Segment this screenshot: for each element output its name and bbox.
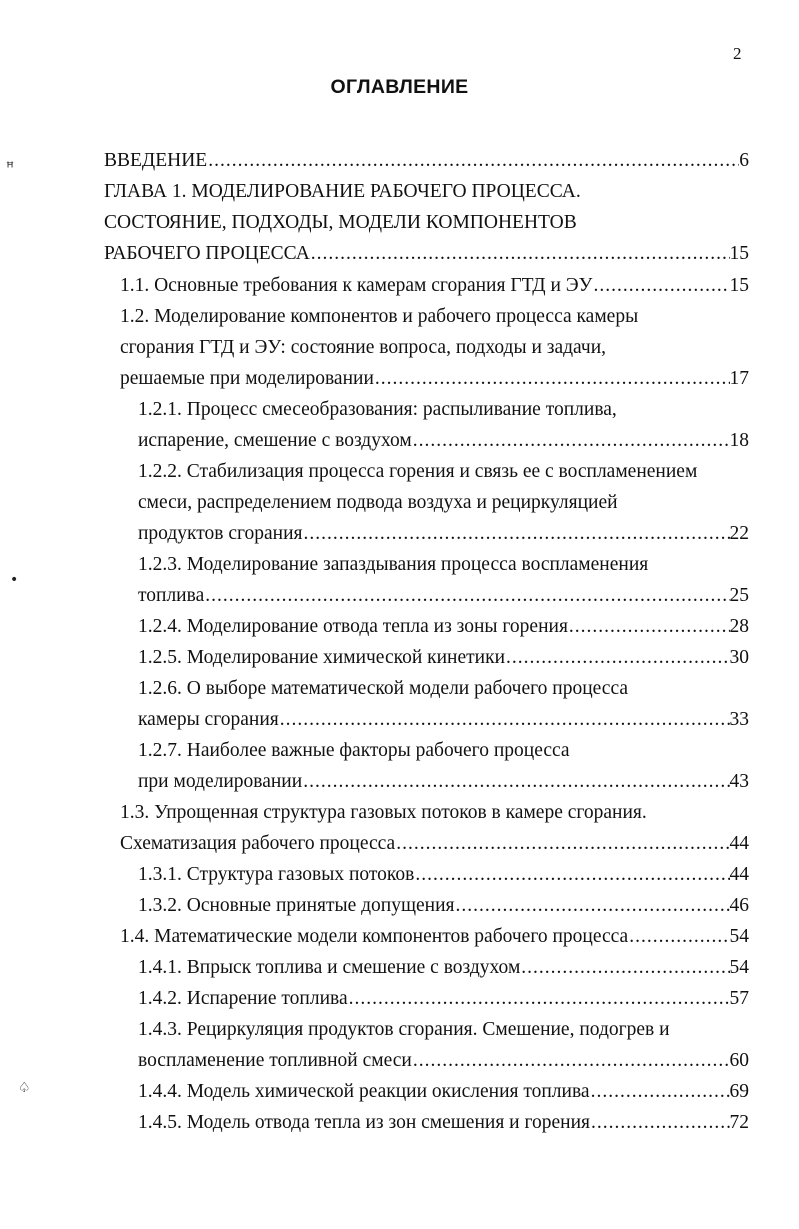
- dot-leader: [568, 611, 730, 642]
- dot-leader: [374, 363, 730, 394]
- toc-entry-page: 44: [729, 833, 749, 854]
- toc-entry-line[interactable]: [104, 207, 749, 238]
- toc-entry-title: ВВЕДЕНИЕ: [104, 150, 208, 171]
- toc-entry-title: 1.1. Основные требования к камерам сгорания ГТД и ЭУ: [120, 275, 593, 296]
- toc-entry[interactable]: [138, 952, 749, 983]
- toc-entry-title: сгорания ГТД и ЭУ: состояние вопроса, подходы и задачи,: [120, 337, 607, 358]
- toc-entry-page: 54: [729, 926, 749, 947]
- toc-entry-title: 1.4.2. Испарение топлива: [138, 988, 348, 1009]
- toc-entry[interactable]: [104, 145, 749, 176]
- margin-mark: ♤: [18, 1080, 31, 1096]
- toc-entry[interactable]: [120, 921, 749, 952]
- toc-entry[interactable]: [138, 1045, 749, 1076]
- toc-entry-title: Схематизация рабочего процесса: [120, 833, 396, 854]
- toc-entry-title: камеры сгорания: [138, 709, 279, 730]
- toc-entry-title: 1.2.5. Моделирование химической кинетики: [138, 647, 506, 668]
- dot-leader: [207, 145, 739, 176]
- dot-leader: [590, 1076, 730, 1107]
- toc-entry[interactable]: [138, 611, 749, 642]
- toc-entry-title: 1.2.2. Стабилизация процесса горения и связь ее с воспламенением: [138, 461, 698, 482]
- toc-entry-page: 33: [729, 709, 749, 730]
- toc-entry-page: 43: [729, 771, 749, 792]
- toc-entry-title: 1.3.2. Основные принятые допущения: [138, 895, 455, 916]
- toc-entry[interactable]: [138, 766, 749, 797]
- toc-entry-title: испарение, смешение с воздухом: [138, 430, 412, 451]
- toc-entry-line[interactable]: [138, 673, 749, 704]
- toc-entry-page: 15: [729, 275, 749, 296]
- dot-leader: [302, 766, 729, 797]
- toc-entry-page: 17: [729, 368, 749, 389]
- dot-leader: [303, 518, 730, 549]
- toc-entry-title: 1.4.4. Модель химической реакции окисления топлива: [138, 1081, 590, 1102]
- toc-entry-line[interactable]: [104, 176, 749, 207]
- toc-entry-title: при моделировании: [138, 771, 303, 792]
- toc-entry-title: 1.2.1. Процесс смесеобразования: распыливание топлива,: [138, 399, 617, 420]
- toc-entry-title: продуктов сгорания: [138, 523, 303, 544]
- toc-entry-title: смеси, распределением подвода воздуха и рециркуляцией: [138, 492, 618, 513]
- toc-entry-page: 18: [729, 430, 749, 451]
- toc-entry-line[interactable]: [138, 487, 749, 518]
- toc-entry[interactable]: [120, 828, 749, 859]
- toc-entry-line[interactable]: [120, 332, 749, 363]
- toc-entry[interactable]: [104, 238, 749, 269]
- toc-entry-page: 60: [729, 1050, 749, 1071]
- toc-entry-title: 1.2.4. Моделирование отвода тепла из зоны горения: [138, 616, 568, 637]
- toc-entry-page: 72: [729, 1112, 749, 1133]
- dot-leader: [310, 238, 730, 269]
- toc-entry-page: 57: [729, 988, 749, 1009]
- toc-entry-page: 6: [739, 150, 749, 171]
- dot-leader: [590, 1107, 730, 1138]
- dot-leader: [395, 828, 729, 859]
- toc-entry[interactable]: [138, 859, 749, 890]
- dot-leader: [204, 580, 729, 611]
- dot-leader: [414, 859, 729, 890]
- toc-entry-title: решаемые при моделировании: [120, 368, 374, 389]
- toc-entry[interactable]: [138, 704, 749, 735]
- dot-leader: [412, 1045, 730, 1076]
- page-number: 2: [733, 44, 742, 63]
- toc-entry-line[interactable]: [120, 797, 749, 828]
- toc-entry-title: СОСТОЯНИЕ, ПОДХОДЫ, МОДЕЛИ КОМПОНЕНТОВ: [104, 212, 577, 233]
- dot-leader: [455, 890, 730, 921]
- toc-entry-page: 15: [729, 243, 749, 264]
- toc-entry-page: 22: [729, 523, 749, 544]
- toc-entry-title: 1.4.1. Впрыск топлива и смешение с воздухом: [138, 957, 521, 978]
- toc-entry-page: 25: [729, 585, 749, 606]
- toc-entry[interactable]: [138, 983, 749, 1014]
- toc-entry-page: 44: [729, 864, 749, 885]
- toc-entry[interactable]: [138, 518, 749, 549]
- toc-entry[interactable]: [138, 890, 749, 921]
- toc-entry-line[interactable]: [138, 456, 749, 487]
- toc-entry-line[interactable]: [120, 301, 749, 332]
- toc-entry-title: 1.2.6. О выборе математической модели рабочего процесса: [138, 678, 628, 699]
- toc-entry-line[interactable]: [138, 735, 749, 766]
- toc-entry-title: 1.2.7. Наиболее важные факторы рабочего процесса: [138, 740, 570, 761]
- toc-entry[interactable]: [138, 580, 749, 611]
- page-title: ОГЛАВЛЕНИЕ: [330, 76, 469, 98]
- toc-entry-title: 1.2. Моделирование компонентов и рабочего процесса камеры: [120, 306, 639, 327]
- toc-entry[interactable]: [138, 425, 749, 456]
- toc-entry-title: 1.4.5. Модель отвода тепла из зон смешения и горения: [138, 1112, 590, 1133]
- toc-entry-line[interactable]: [138, 549, 749, 580]
- toc-entry-line[interactable]: [138, 1014, 749, 1045]
- toc-entry-title: ГЛАВА 1. МОДЕЛИРОВАНИЕ РАБОЧЕГО ПРОЦЕССА.: [104, 181, 581, 202]
- toc-entry-title: топлива: [138, 585, 205, 606]
- toc-entry-title: РАБОЧЕГО ПРОЦЕССА: [104, 243, 310, 264]
- dot-leader: [279, 704, 730, 735]
- dot-leader: [628, 921, 729, 952]
- toc-entry-line[interactable]: [138, 394, 749, 425]
- dot-leader: [412, 425, 730, 456]
- dot-leader: [348, 983, 730, 1014]
- toc-entry-page: 30: [729, 647, 749, 668]
- toc-entry-title: 1.4. Математические модели компонентов рабочего процесса: [120, 926, 629, 947]
- toc-entry-title: воспламенение топливной смеси: [138, 1050, 412, 1071]
- toc-entry[interactable]: [138, 1076, 749, 1107]
- dot-leader: [592, 270, 729, 301]
- toc-entry-page: 28: [729, 616, 749, 637]
- dot-leader: [505, 642, 729, 673]
- toc-entry[interactable]: [120, 270, 749, 301]
- toc-entry-page: 46: [729, 895, 749, 916]
- margin-mark: ꟸ: [6, 160, 15, 176]
- toc-entry[interactable]: [138, 1107, 749, 1138]
- margin-mark: •: [10, 572, 19, 588]
- toc-entry-title: 1.3.1. Структура газовых потоков: [138, 864, 415, 885]
- toc-entry[interactable]: [120, 363, 749, 394]
- toc-entry-title: 1.4.3. Рециркуляция продуктов сгорания. Смешение, подогрев и: [138, 1019, 670, 1040]
- dot-leader: [520, 952, 729, 983]
- toc-entry-title: 1.3. Упрощенная структура газовых потоков в камере сгорания.: [120, 802, 647, 823]
- toc-entry[interactable]: [138, 642, 749, 673]
- toc-entry-title: 1.2.3. Моделирование запаздывания процесса воспламенения: [138, 554, 649, 575]
- toc-entry-page: 54: [729, 957, 749, 978]
- toc-entry-page: 69: [729, 1081, 749, 1102]
